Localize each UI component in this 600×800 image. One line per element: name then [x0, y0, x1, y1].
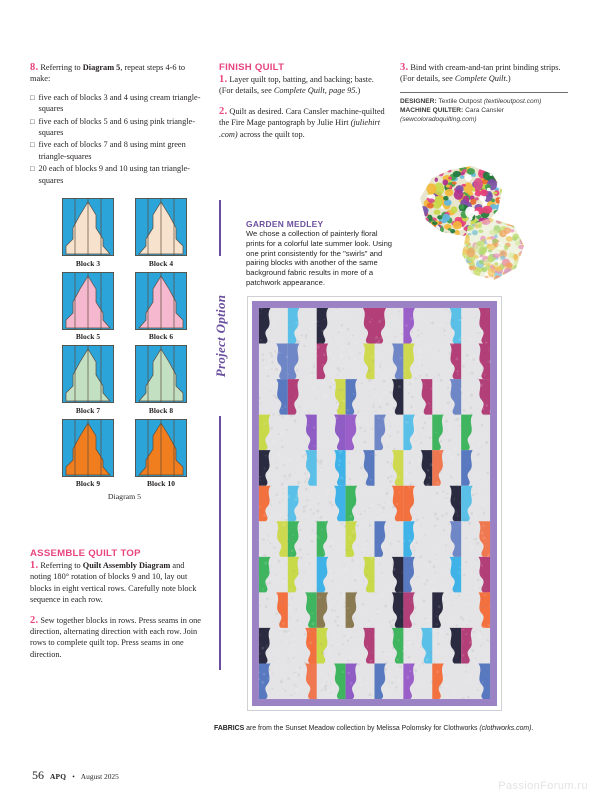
complete-quilt-ref: Complete Quilt, page 95.	[273, 86, 358, 96]
fabrics-url: (clothworks.com).	[479, 725, 534, 732]
block-label: Block 7	[75, 405, 101, 415]
finish-step-3-text-b: .)	[505, 74, 511, 84]
step-1-text-a: Referring to	[40, 561, 83, 570]
step-2-number: 2.	[30, 614, 39, 626]
block-cell	[135, 345, 187, 415]
finish-quilt-heading: FINISH QUILT	[219, 62, 285, 73]
footer-separator: •	[72, 772, 75, 781]
step-8-diagram-ref: Diagram 5	[82, 63, 121, 72]
step-2-text: Sew together blocks in rows. Press seams in one direction, alternating direction with each row. Join rows to complete quilt top. Press seams in one direction.	[30, 615, 201, 659]
left-column	[30, 62, 206, 186]
bullet-list	[30, 92, 206, 186]
block-row	[62, 272, 212, 342]
block-graphic	[135, 345, 187, 403]
quilt-photo-graphic	[252, 301, 497, 706]
credit-value: Textile Outpost	[436, 97, 484, 105]
finish-step-3	[400, 62, 575, 85]
block-row	[62, 419, 212, 489]
quilt-photo	[247, 296, 502, 711]
bullet-text: five each of blocks 3 and 4 using cream triangle-squares	[38, 92, 201, 114]
block-label: Block 3	[75, 258, 101, 268]
block-label: Block 8	[148, 405, 174, 415]
finish-step-1-text-b: )	[357, 86, 361, 96]
checkbox-icon: □	[30, 116, 35, 126]
step-1-text-b: and noting 180° rotation of blocks 9 and 10, lay out blocks in eight vertical rows. Carefully note block sequence in each row.	[30, 561, 197, 605]
block-label: Block 6	[148, 332, 174, 341]
garden-medley-heading: GARDEN MEDLEY	[246, 219, 324, 229]
credit-label: DESIGNER:	[400, 97, 437, 105]
credit-quilter-url: (sewcoloradoquilting.com)	[400, 115, 477, 123]
block-graphic	[135, 198, 187, 256]
page-number: 56	[32, 768, 44, 782]
assemble-heading: ASSEMBLE QUILT TOP	[30, 548, 141, 559]
finish-step-3-text-a: Bind with cream-and-tan print binding strips. (For details, see	[400, 63, 561, 84]
block-graphic	[62, 198, 114, 256]
floral-fabric-collage	[398, 164, 528, 284]
fabrics-caption	[214, 724, 544, 733]
block-cell	[135, 272, 187, 342]
credit-url: (textileoutpost.com)	[483, 97, 542, 105]
list-item	[30, 92, 206, 115]
step-8-text-after: , repeat steps 4-6 to make:	[30, 63, 186, 84]
checkbox-icon: □	[30, 92, 35, 102]
magazine-name: APQ	[50, 772, 67, 781]
credit-value: Cara Cansler	[463, 106, 504, 114]
block-cell	[62, 419, 114, 489]
bullet-text: 20 each of blocks 9 and 10 using tan triangle-squares	[38, 164, 190, 185]
block-row	[62, 345, 212, 415]
fabrics-label: FABRICS	[214, 725, 245, 732]
block-cell	[62, 272, 114, 342]
right-column	[400, 62, 575, 124]
list-item	[30, 163, 206, 186]
block-label: Block 10	[146, 479, 176, 488]
block-cell	[62, 345, 114, 415]
list-item	[30, 116, 206, 139]
project-option-rail	[207, 200, 233, 670]
step-1-number: 1.	[30, 560, 39, 571]
project-option-label: Project Option	[211, 256, 231, 416]
block-label: Block 4	[148, 258, 174, 268]
garden-medley-body: We chose a collection of painterly floral prints for a colorful late summer look. Using one print consistently for the "swirls" and pairing blocks with another of the same background fabric results in more of a patchwork appearance.	[246, 229, 393, 287]
finish-step-2-text-b: across the quilt top.	[237, 129, 305, 139]
credit-designer	[400, 97, 575, 106]
juliehirt-link: (juliehirt .com)	[219, 118, 381, 139]
diagram-5	[62, 198, 212, 501]
issue-date: August 2025	[80, 772, 119, 781]
assemble-quilt-section	[30, 548, 206, 660]
credits-divider	[400, 92, 568, 93]
block-label: Block 9	[75, 479, 101, 488]
block-cell	[62, 198, 114, 268]
block-graphic	[62, 419, 114, 477]
finish-step-1-text-a: Layer quilt top, batting, and backing; baste. (For details, see	[219, 75, 374, 96]
diagram-caption: Diagram 5	[107, 492, 142, 501]
finish-step-1	[219, 74, 389, 97]
block-row	[62, 198, 212, 268]
block-label: Block 5	[75, 332, 101, 341]
checkbox-icon: □	[30, 140, 35, 150]
assemble-step-1	[30, 560, 206, 606]
finish-step-2-text-a: Quilt as desired. Cara Cansler machine-quilted the Fire Mage pantograph by Julie Hirt	[219, 106, 385, 128]
finish-step-2	[219, 106, 389, 140]
bullet-text: five each of blocks 7 and 8 using mint green triangle-squares	[38, 140, 186, 161]
quilt-assembly-diagram-ref: Quilt Assembly Diagram	[82, 561, 171, 570]
step-8-text-before: Referring to	[40, 63, 83, 72]
list-item	[30, 139, 206, 162]
finish-step-2-number: 2.	[219, 105, 228, 117]
middle-column	[219, 62, 389, 140]
block-graphic	[135, 272, 187, 330]
block-graphic	[62, 272, 114, 330]
step-8-paragraph	[30, 62, 206, 85]
page-footer	[32, 768, 119, 783]
block-graphic	[62, 345, 114, 403]
fabrics-text: are from the Sunset Meadow collection by Melissa Polomsky for Clothworks	[244, 725, 480, 732]
bullet-text: five each of blocks 5 and 6 using pink triangle-squares	[38, 116, 195, 138]
credit-machine-quilter	[400, 106, 575, 115]
step-8-number: 8.	[30, 62, 39, 73]
finish-step-1-number: 1.	[219, 74, 228, 85]
credit-label: MACHINE QUILTER:	[400, 106, 464, 114]
complete-quilt-ref-2: Complete Quilt	[454, 74, 506, 84]
block-cell	[135, 198, 187, 268]
site-watermark: PassionForum.ru	[498, 780, 588, 792]
finish-step-3-number: 3.	[400, 62, 409, 73]
block-cell	[135, 419, 187, 489]
assemble-step-2	[30, 615, 206, 661]
floral-collage-graphic	[398, 164, 528, 284]
block-graphic	[135, 419, 187, 477]
checkbox-icon: □	[30, 164, 35, 174]
